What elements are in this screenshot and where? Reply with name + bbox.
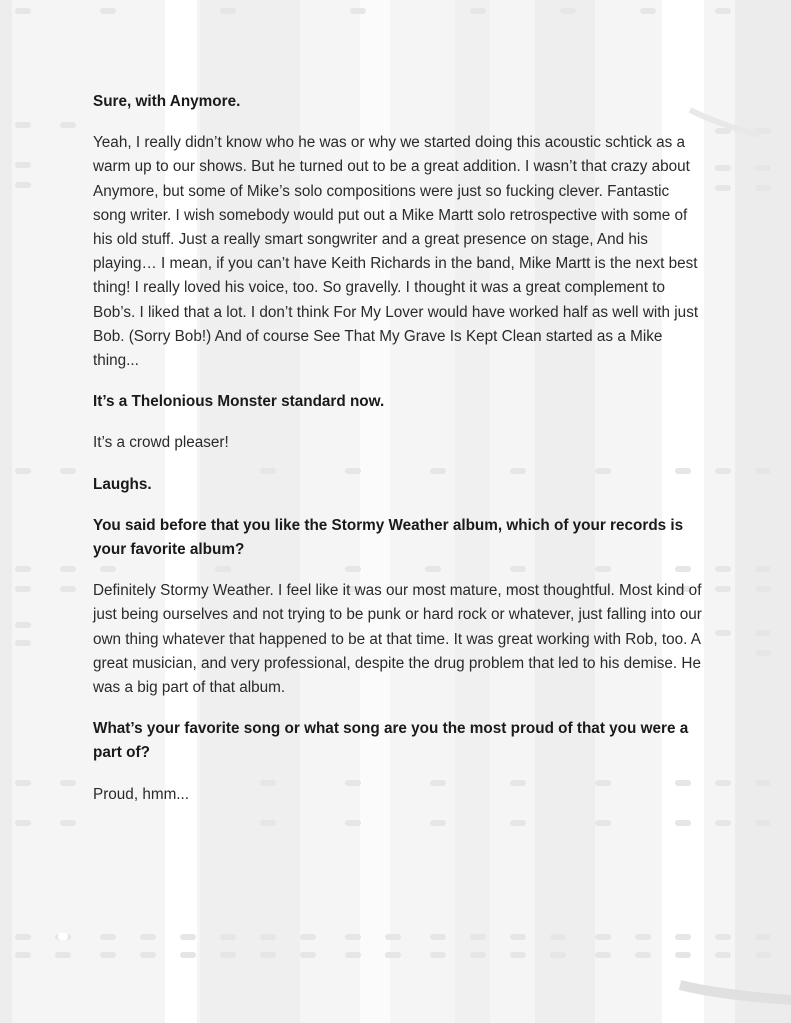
background-stripe xyxy=(735,0,791,1023)
interview-question: You said before that you like the Stormy Weather album, which of your records is your favorite album? xyxy=(93,516,684,559)
interview-question: It’s a Thelonious Monster standard now. xyxy=(93,393,385,411)
interview-answer: It’s a crowd pleaser! xyxy=(93,434,229,452)
interview-text xyxy=(93,90,703,824)
interview-answer: Definitely Stormy Weather. I feel like it was our most mature, most thoughtful. Most kind of just being ourselves and not trying to be punk or hard rock or whatever, just falling into our own thing whatever that happened to be at that time. It was great working with Rob, too. A great musician, and very professional, despite the drug problem that led to his demise. He was a big part of that album. xyxy=(93,582,702,697)
background-stripe xyxy=(0,0,12,1023)
interview-answer: Yeah, I really didn’t know who he was or why we started doing this acoustic schtick as a warm up to our shows. But he turned out to be a great addition. I wasn’t that crazy about Anymore, but some of Mike’s solo compositions were just so fucking clever. Fantastic song writer. I wish somebody would put out a Mike Martt solo retrospective with some of his old stuff. Just a really smart songwriter and a great presence on stage, And his playing… I mean, if you can’t have Keith Richards in the band, Mike Martt is the next best thing! I really loved his voice, too. So gravelly. I thought it was a great complement to Bob’s. I liked that a lot. I don’t think For My Lover would have worked half as well with just Bob. (Sorry Bob!) And of course See That My Grave Is Kept Clean started as a Mike thing... xyxy=(93,134,699,370)
interview-question: Sure, with Anymore. xyxy=(93,93,241,110)
interview-question: Laughs. xyxy=(93,475,152,493)
interview-answer: Proud, hmm... xyxy=(93,785,190,803)
interview-question: What’s your favorite song or what song are you the most proud of that you were a part of? xyxy=(93,720,689,762)
